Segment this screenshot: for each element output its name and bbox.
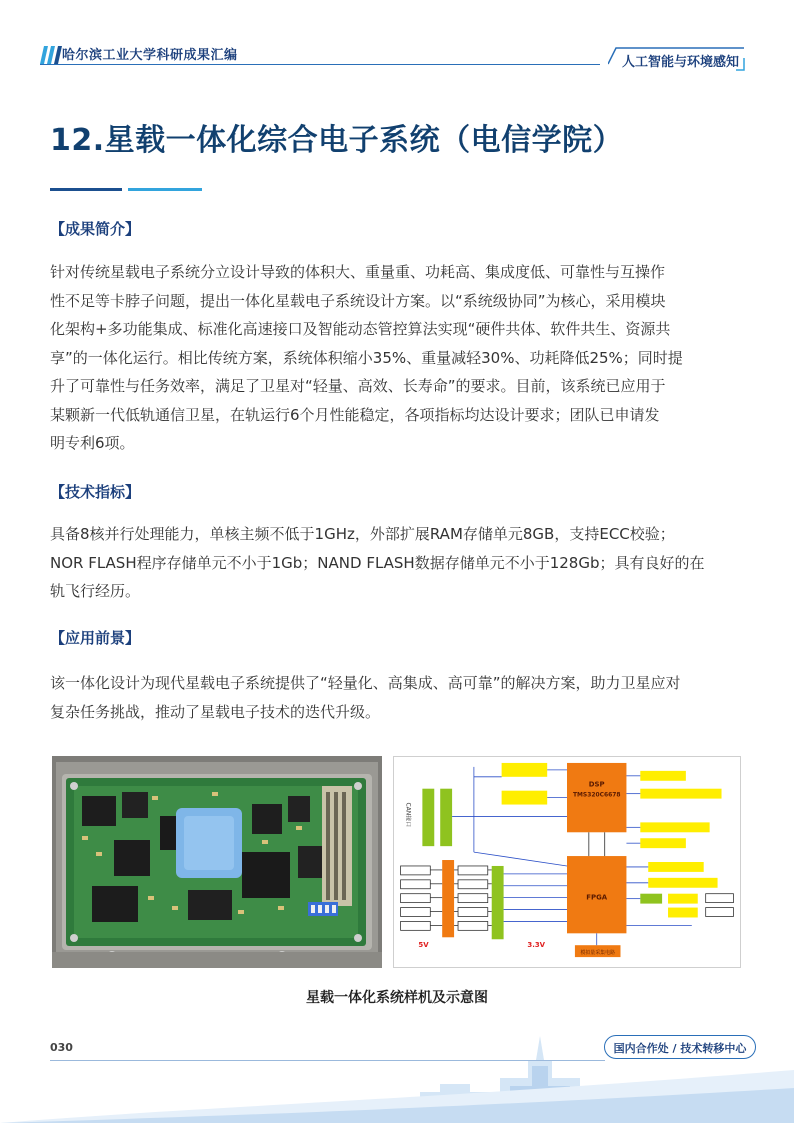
voltage-3v3: 3.3V <box>527 941 546 950</box>
can-label: CAN接口 <box>404 802 412 828</box>
specs-line: 具备8核并行处理能力，单核主频不低于1GHz，外部扩展RAM存储单元8GB，支持ECC校验； <box>50 525 675 543</box>
intro-line: 某颗新一代低轨通信卫星，在轨运行6个月性能稳定，各项指标均达设计要求；团队已申请发 <box>50 405 660 424</box>
module-block <box>422 789 434 846</box>
figure-caption: 星载一体化系统样机及示意图 <box>306 990 488 1006</box>
intro-line: 明专利6项。 <box>50 434 135 452</box>
footer-rule <box>50 1060 605 1061</box>
intro-line: 性不足等卡脖子问题，提出一体化星载电子系统设计方案。以“系统级协同”为核心，采用模块 <box>50 291 666 310</box>
specs-heading: 【技术指标】 <box>50 483 141 501</box>
specs-line: 轨飞行经历。 <box>50 582 141 600</box>
block-diagram <box>393 756 741 968</box>
page-number: 030 <box>50 1041 73 1054</box>
intro-line: 针对传统星载电子系统分立设计导致的体积大、重量重、功耗高、集成度低、可靠性与互操作 <box>50 263 666 281</box>
prospects-line: 复杂任务挑战，推动了星载电子技术的迭代升级。 <box>50 702 381 721</box>
intro-line: 化架构+多功能集成、标准化高速接口及智能动态管控算法实现“硬件共体、软件共生、资源共 <box>50 320 671 338</box>
module-block <box>440 789 452 846</box>
prospects-paragraph <box>50 669 740 726</box>
bottom-box-label: 模拟量采集电路 <box>580 950 615 957</box>
title-underline-dark <box>50 188 122 191</box>
page-title: 12.星载一体化综合电子系统（电信学院） <box>50 123 624 158</box>
header-left-title: 哈尔滨工业大学科研成果汇编 <box>62 48 238 63</box>
interface-column <box>492 866 504 939</box>
header-right-title: 人工智能与环境感知 <box>622 55 740 70</box>
header-rule <box>40 64 600 65</box>
header-stripes <box>40 46 62 64</box>
intro-heading: 【成果简介】 <box>50 220 141 238</box>
module-block <box>502 791 548 805</box>
footer-department-label: 国内合作处 / 技术转移中心 <box>613 1042 747 1055</box>
prospects-line: 该一体化设计为现代星载电子系统提供了“轻量化、高集成、高可靠”的解决方案，助力卫星应对 <box>50 674 681 692</box>
prospects-heading: 【应用前景】 <box>50 629 141 647</box>
fpga-label: FPGA <box>586 893 608 902</box>
title-underline-light <box>128 188 202 191</box>
intro-line: 享”的一体化运行。相比传统方案，系统体积缩小35%、重量减轻30%、功耗降低25%；同时提 <box>50 348 683 367</box>
specs-paragraph <box>50 520 740 606</box>
dsp-label: DSP <box>588 780 605 789</box>
dsp-model: TMS320C6678 <box>572 791 621 799</box>
voltage-5v: 5V <box>418 941 429 950</box>
module-block <box>502 763 548 777</box>
power-column <box>442 860 454 937</box>
specs-line: NOR FLASH程序存储单元不小于1Gb；NAND FLASH数据存储单元不小于128Gb；具有良好的在 <box>50 553 705 572</box>
prototype-photo <box>52 756 382 968</box>
intro-paragraph <box>50 258 740 458</box>
intro-line: 升了可靠性与任务效率，满足了卫星对“轻量、高效、长寿命”的要求。目前，该系统已应用于 <box>50 377 666 395</box>
